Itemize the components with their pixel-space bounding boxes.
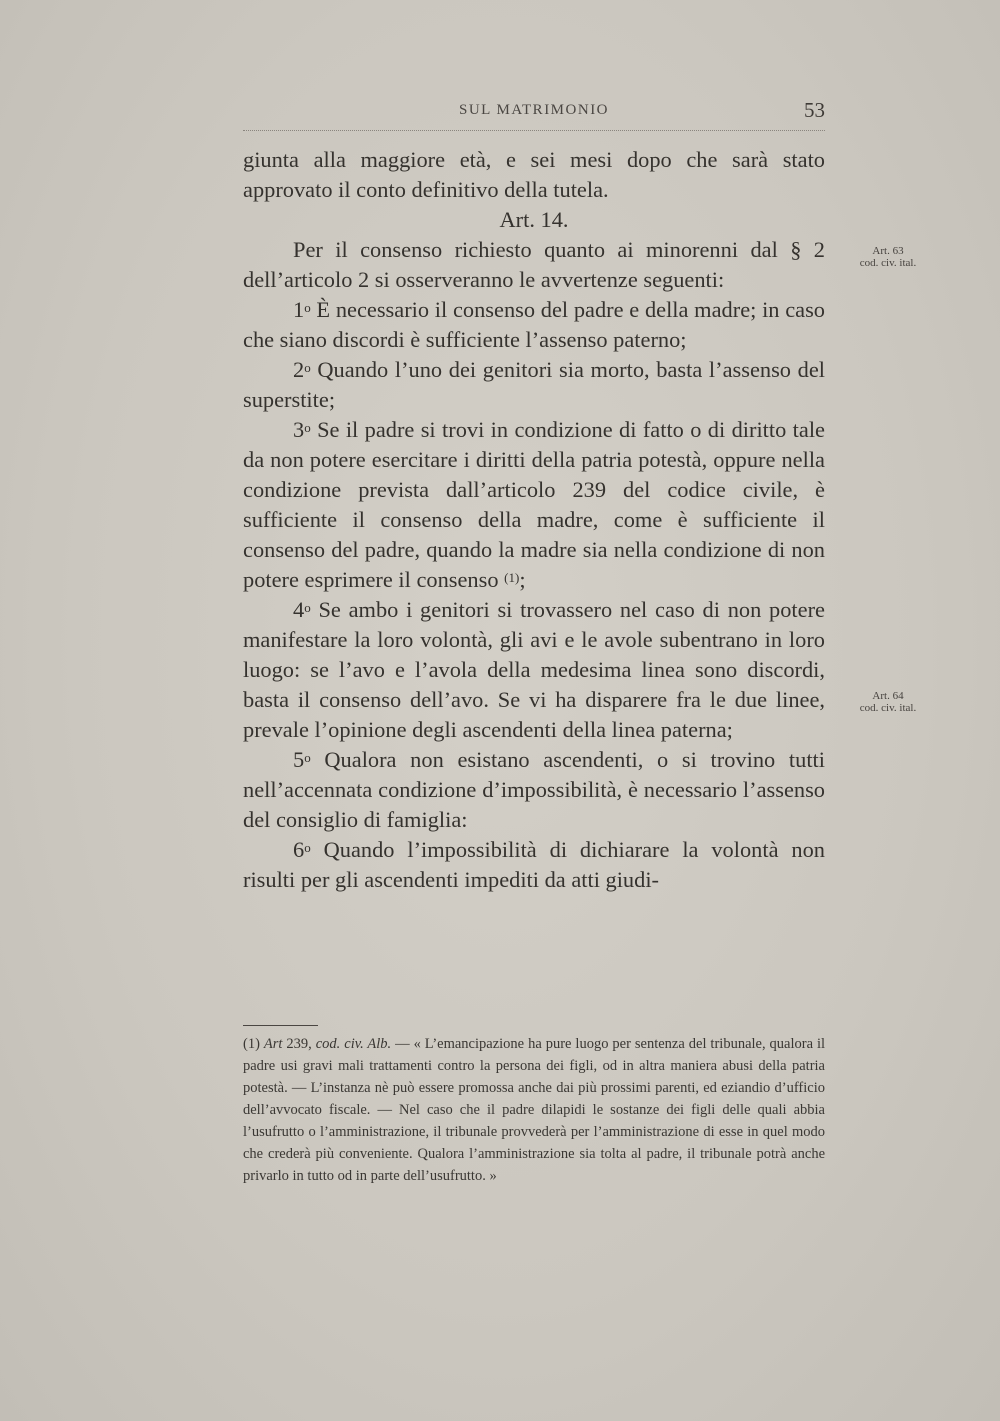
footnote-1 <box>243 1033 825 1187</box>
degree-mark: o <box>304 750 311 765</box>
list-item-6 <box>243 835 825 895</box>
margin-note-code: cod. civ. ital. <box>859 257 917 269</box>
item-number: 6 <box>293 837 305 862</box>
footnote-divider <box>243 1025 318 1026</box>
footnote-reference[interactable]: (1) <box>504 570 520 585</box>
item-text: Qualora non esistano ascendenti, o si trovino tutti nell’accennata condizione d’impossibilità, è necessario l’assenso del consiglio di famiglia: <box>243 747 825 832</box>
item-text: È necessario il consenso del padre e della madre; in caso che siano discordi è sufficiente l’assenso paterno; <box>243 297 825 352</box>
item-number: 2 <box>293 357 305 382</box>
running-title: SUL MATRIMONIO <box>458 102 610 118</box>
item-number: 1 <box>293 297 305 322</box>
degree-mark: o <box>304 360 311 375</box>
footnote-text: — « L’emancipazione ha pure luogo per sentenza del tribunale, qualora il padre usi gravi mali trattamenti contro la persona dei figli, od in altra maniera abusi della patria potestà. — L’instanza nè può essere promossa anche dai più prossimi parenti, ed eziandio d’ufficio dell’avvocato fiscale. — Nel caso che il padre dilapidi le sostanze dei figli delle quali abbia l’usufrutto o l’amministrazione, il tribunale provvederà per l’amministrazione di esse in quel modo che crederà più conveniente. Qualora l’amministrazione sia tolta al padre, il tribunale potrà anche privarlo in tutto od in parte dell’usufrutto. » <box>243 1036 826 1184</box>
footnote-ref-num: 239, <box>286 1036 312 1052</box>
footnote-marker: (1) <box>243 1036 260 1052</box>
intro-paragraph: Per il consenso richiesto quanto ai minorenni dal § 2 dell’articolo 2 si osserveranno le avvertenze seguenti: <box>243 237 825 292</box>
list-item-3 <box>243 415 825 595</box>
continuation-paragraph: giunta alla maggiore età, e sei mesi dopo che sarà stato approvato il conto definitivo della tutela. <box>243 147 825 202</box>
degree-mark: o <box>304 600 311 615</box>
page-header <box>243 100 825 131</box>
degree-mark: o <box>304 420 311 435</box>
footnote-area <box>243 1033 825 1187</box>
item-text: Quando l’uno dei genitori sia morto, basta l’assenso del superstite; <box>243 357 825 412</box>
footnote-ref-code: cod. civ. Alb. <box>315 1036 392 1052</box>
margin-note-article: Art. 64 <box>872 690 904 702</box>
list-item-2 <box>243 355 825 415</box>
main-text <box>243 145 825 895</box>
item-text: Se il padre si trovi in condizione di fatto o di diritto tale da non potere esercitare i diritti della patria potestà, oppure nella condizione prevista dall’articolo 239 del codice civile, è sufficiente il consenso della madre, come è sufficiente il consenso del padre, quando la madre sia nella condizione di non potere esprimere il consenso <box>243 417 825 592</box>
item-number: 4 <box>293 597 305 622</box>
item-number: 3 <box>293 417 305 442</box>
degree-mark: o <box>304 840 311 855</box>
margin-note-art-63 <box>838 245 938 269</box>
list-item-4 <box>243 595 825 745</box>
footnote-ref-art: Art <box>263 1036 283 1052</box>
margin-note-art-64 <box>838 690 938 714</box>
degree-mark: o <box>304 300 311 315</box>
item-end: ; <box>519 567 526 592</box>
item-text: Quando l’impossibilità di dichiarare la volontà non risulti per gli ascendenti impediti da atti giudi- <box>243 837 825 892</box>
item-text: Se ambo i genitori si trovassero nel caso di non potere manifestare la loro volontà, gli avi e le avole subentrano in loro luogo: se l’avo e l’avola della medesima linea sono discordi, basta il consenso dell’avo. Se vi ha disparere fra le due linee, prevale l’opinione degli ascendenti della linea paterna; <box>243 597 825 742</box>
article-heading: Art. 14. <box>499 207 569 232</box>
page-number: 53 <box>804 98 825 122</box>
margin-note-code: cod. civ. ital. <box>859 702 917 714</box>
list-item-1 <box>243 295 825 355</box>
list-item-5 <box>243 745 825 835</box>
item-number: 5 <box>293 747 305 772</box>
margin-note-article: Art. 63 <box>872 245 904 257</box>
